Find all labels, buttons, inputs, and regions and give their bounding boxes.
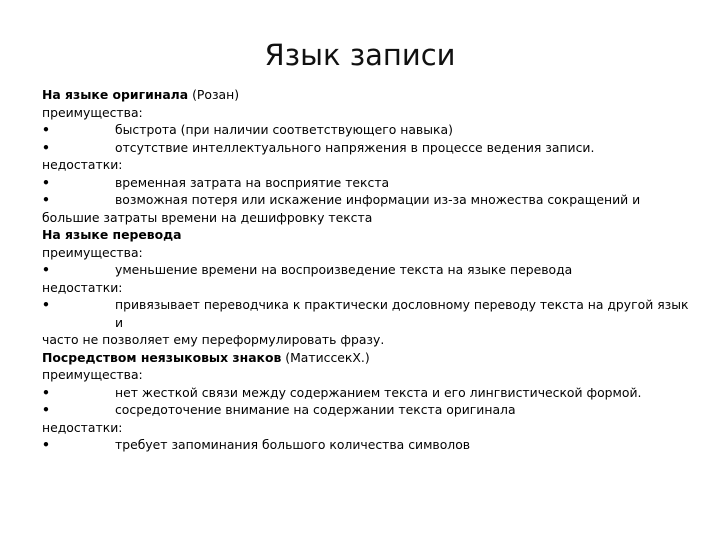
list-item [42, 384, 692, 402]
pros-label: преимущества: [42, 244, 143, 260]
cons-label: недостатки: [42, 419, 123, 435]
list-item-text: временная затрата на восприятие текста [115, 174, 390, 190]
list-item [42, 261, 692, 279]
bullet-icon: • [42, 139, 50, 155]
list-item-text: сосредоточение внимание на содержании текста оригинала [115, 402, 516, 417]
list-item-continuation: большие затраты времени на дешифровку текста [42, 209, 373, 225]
bullet-icon: • [42, 262, 50, 277]
heading-text: Посредством неязыковых знаков [42, 349, 282, 365]
list-item-text: требует запоминания большого количества символов [115, 437, 471, 452]
list-item-text: уменьшение времени на воспроизведение текста на языке перевода [115, 262, 573, 277]
heading-text: На языке оригинала [42, 87, 189, 102]
list-item-text: привязывает переводчика к практически дословному переводу текста на другой язык и [115, 297, 689, 330]
list-item-continuation: часто не позволяет ему переформулировать фразу. [42, 332, 385, 347]
list-item [42, 401, 692, 419]
bullet-icon: • [42, 297, 50, 312]
bullet-icon: • [42, 122, 50, 137]
pros-label: преимущества: [42, 104, 143, 120]
list-item [42, 139, 692, 157]
list-item-text: отсутствие интеллектуального напряжения в процессе ведения записи. [115, 139, 595, 155]
bullet-icon: • [42, 437, 50, 452]
list-item [42, 121, 692, 139]
slide-title: Язык записи [264, 38, 456, 72]
slide-content [42, 86, 692, 454]
pros-label: преимущества: [42, 367, 143, 382]
list-item [42, 174, 692, 192]
bullet-icon: • [42, 192, 50, 207]
list-item-text: возможная потеря или искажение информации из-за множества сокращений и [115, 192, 641, 207]
list-item-text: быстрота (при наличии соответствующего навыка) [115, 122, 453, 137]
bullet-icon: • [42, 174, 50, 190]
cons-label: недостатки: [42, 157, 123, 172]
bullet-icon: • [42, 402, 50, 417]
list-item-text: нет жесткой связи между содержанием текста и его лингвистической формой. [115, 384, 642, 400]
list-item [42, 436, 692, 454]
section-heading-nonlinguistic [42, 349, 692, 367]
list-item [42, 296, 692, 331]
list-item [42, 191, 692, 209]
source-text: (Розан) [192, 87, 240, 102]
cons-label: недостатки: [42, 279, 123, 295]
section-heading-target: На языке перевода [42, 227, 182, 242]
section-heading-original [42, 86, 692, 104]
bullet-icon: • [42, 384, 50, 400]
source-text: (МатиссекХ.) [285, 349, 370, 365]
